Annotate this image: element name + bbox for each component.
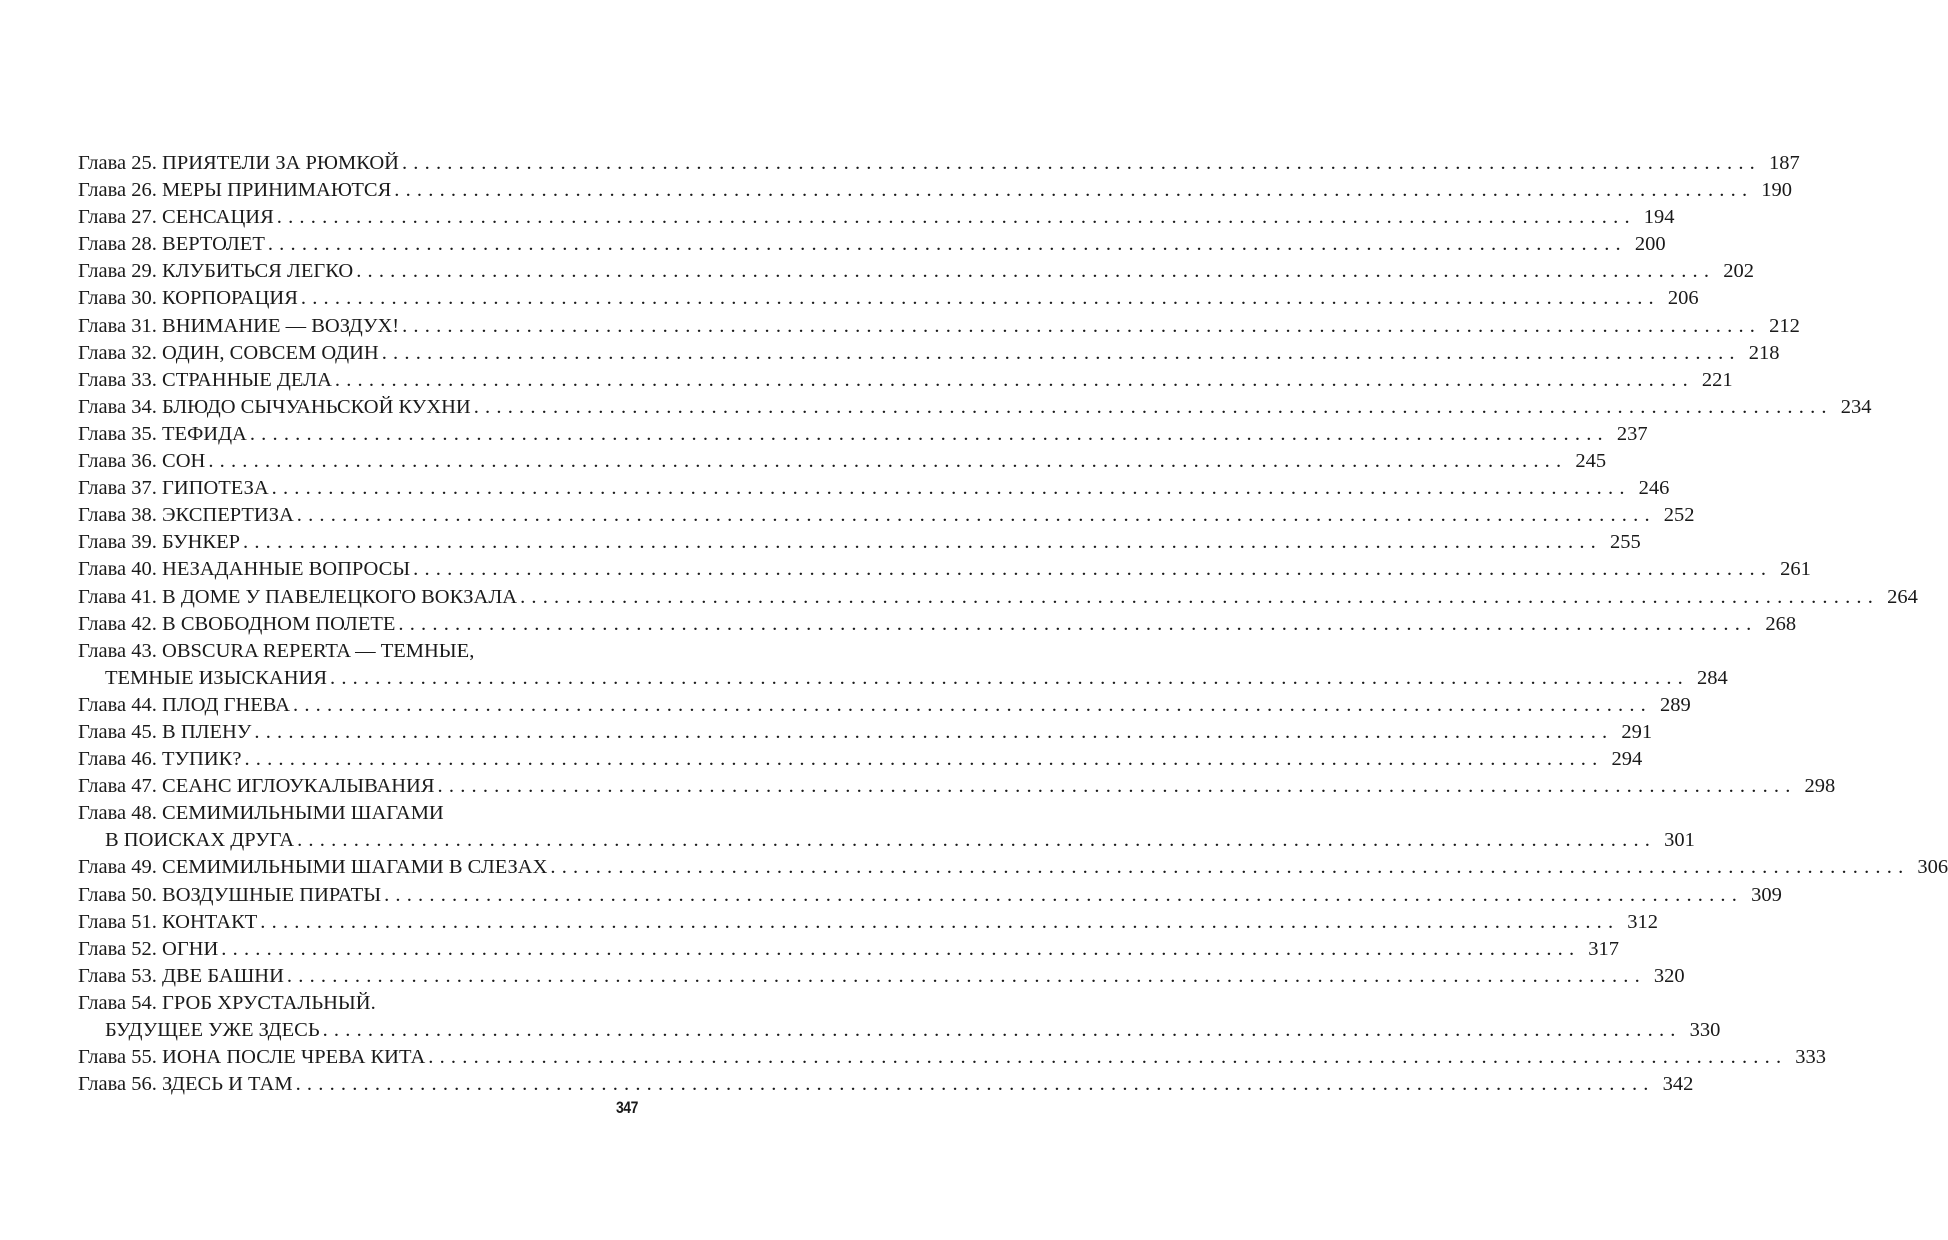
chapter-title: Глава 41. В ДОМЕ У ПАВЕЛЕЦКОГО ВОКЗАЛА: [78, 585, 518, 608]
chapter-title: Глава 55. ИОНА ПОСЛЕ ЧРЕВА КИТА: [78, 1046, 426, 1069]
toc-line: [78, 502, 1695, 529]
dot-leader: ........................................................................................................................: [221, 937, 1581, 960]
dot-leader: ........................................................................................................................: [297, 829, 1657, 852]
toc-line: [78, 611, 1797, 638]
toc-line: [78, 1017, 1721, 1044]
chapter-page-number: 221: [1701, 368, 1733, 391]
toc-line: [78, 1071, 1694, 1098]
chapter-title: Глава 52. ОГНИ: [78, 937, 219, 960]
toc-entry: [78, 150, 1800, 177]
toc-line: [78, 1044, 1827, 1071]
toc-entry: [78, 800, 1695, 854]
toc-entry: [78, 475, 1670, 502]
toc-entry: [78, 692, 1691, 719]
dot-leader: ........................................................................................................................: [334, 368, 1694, 391]
chapter-title: Глава 49. СЕМИМИЛЬНЫМИ ШАГАМИ В СЛЕЗАХ: [78, 856, 548, 879]
dot-leader: ........................................................................................................................: [243, 531, 1602, 554]
dot-leader: ........................................................................................................................: [260, 910, 1620, 933]
chapter-title: Глава 28. ВЕРТОЛЕТ: [78, 233, 265, 256]
toc-entry: [78, 313, 1800, 340]
table-of-contents: [78, 150, 1948, 1098]
toc-line: [78, 909, 1659, 936]
toc-entry: [78, 231, 1666, 258]
toc-line: [78, 746, 1643, 773]
toc-line: [78, 177, 1793, 204]
toc-line: [78, 827, 1695, 854]
dot-leader: ........................................................................................................................: [244, 748, 1604, 771]
toc-entry: [78, 556, 1811, 583]
toc-entry: [78, 502, 1695, 529]
toc-entry: [78, 990, 1721, 1044]
toc-entry: [78, 746, 1643, 773]
chapter-page-number: 294: [1611, 748, 1643, 771]
toc-entry: [78, 1044, 1827, 1071]
chapter-page-number: 245: [1575, 450, 1607, 473]
chapter-title: Глава 56. ЗДЕСЬ И ТАМ: [78, 1073, 293, 1096]
chapter-title: Глава 47. СЕАНС ИГЛОУКАЛЫВАНИЯ: [78, 775, 435, 798]
chapter-title-continued: БУДУЩЕЕ УЖЕ ЗДЕСЬ: [105, 1019, 320, 1041]
toc-line: [78, 638, 638, 665]
toc-entry: [78, 611, 1797, 638]
chapter-page-number: 187: [1768, 152, 1800, 174]
toc-line: [78, 529, 1641, 556]
chapter-page-number: 330: [1689, 1019, 1721, 1041]
toc-line: [78, 475, 1670, 502]
toc-line: [78, 204, 1675, 231]
toc-line: [78, 936, 1620, 963]
chapter-title: Глава 38. ЭКСПЕРТИЗА: [78, 504, 294, 527]
chapter-page-number: 255: [1610, 531, 1641, 554]
dot-leader: ........................................................................................................................: [428, 1046, 1788, 1069]
chapter-page-number: 246: [1638, 477, 1670, 500]
chapter-page-number: 212: [1769, 314, 1800, 337]
toc-line: [78, 584, 1918, 611]
chapter-page-number: 342: [1662, 1073, 1694, 1096]
dot-leader: ........................................................................................................................: [295, 1073, 1655, 1096]
chapter-page-number: 284: [1697, 666, 1728, 689]
toc-entry: [78, 773, 1836, 800]
chapter-page-number: 333: [1795, 1046, 1827, 1069]
dot-leader: ........................................................................................................................: [437, 775, 1797, 798]
toc-line: [78, 854, 1948, 881]
chapter-title: Глава 43. OBSCURA REPERTA — ТЕМНЫЕ,: [78, 639, 475, 662]
toc-line: [78, 665, 1728, 692]
toc-entry: [78, 584, 1918, 611]
chapter-page-number: 268: [1765, 612, 1797, 635]
toc-line: [78, 990, 638, 1017]
toc-entry: [78, 529, 1641, 556]
toc-entry: [78, 258, 1754, 285]
toc-line: [78, 421, 1648, 448]
dot-leader: ........................................................................................................................: [402, 314, 1762, 337]
chapter-title: Глава 30. КОРПОРАЦИЯ: [78, 287, 298, 310]
toc-entry: [78, 719, 1653, 746]
chapter-page-number: 200: [1634, 233, 1666, 256]
toc-entry: [78, 882, 1782, 909]
chapter-page-number: 206: [1667, 287, 1699, 310]
toc-entry: [78, 394, 1872, 421]
toc-entry: [78, 285, 1699, 312]
chapter-page-number: 317: [1588, 937, 1620, 960]
chapter-title: Глава 45. В ПЛЕНУ: [78, 720, 252, 743]
chapter-title: Глава 32. ОДИН, СОВСЕМ ОДИН: [78, 341, 379, 364]
dot-leader: ........................................................................................................................: [394, 179, 1754, 202]
toc-line: [78, 448, 1607, 475]
chapter-title: Глава 54. ГРОБ ХРУСТАЛЬНЫЙ.: [78, 991, 376, 1014]
chapter-title: Глава 35. ТЕФИДА: [78, 422, 247, 445]
toc-entry: [78, 367, 1733, 394]
toc-line: [78, 394, 1872, 421]
chapter-page-number: 234: [1840, 395, 1872, 418]
chapter-title: Глава 50. ВОЗДУШНЫЕ ПИРАТЫ: [78, 883, 382, 906]
chapter-page-number: 261: [1780, 558, 1811, 581]
chapter-page-number: 202: [1723, 260, 1754, 283]
dot-leader: ........................................................................................................................: [254, 720, 1614, 743]
chapter-title-continued: ТЕМНЫЕ ИЗЫСКАНИЯ: [105, 666, 327, 689]
toc-entry: [78, 340, 1780, 367]
chapter-title: Глава 25. ПРИЯТЕЛИ ЗА РЮМКОЙ: [78, 152, 399, 174]
toc-line: [78, 231, 1666, 258]
toc-entry: [78, 177, 1793, 204]
chapter-page-number: 320: [1653, 964, 1685, 987]
toc-entry: [78, 421, 1648, 448]
toc-line: [78, 367, 1733, 394]
dot-leader: ........................................................................................................................: [550, 856, 1910, 879]
chapter-title: Глава 46. ТУПИК?: [78, 748, 242, 771]
dot-leader: ........................................................................................................................: [413, 558, 1773, 581]
dot-leader: ........................................................................................................................: [249, 422, 1609, 445]
toc-line: [78, 773, 1836, 800]
chapter-page-number: 291: [1621, 720, 1653, 743]
chapter-title: Глава 29. КЛУБИТЬСЯ ЛЕГКО: [78, 260, 354, 283]
toc-line: [78, 285, 1699, 312]
chapter-title: Глава 40. НЕЗАДАННЫЕ ВОПРОСЫ: [78, 558, 411, 581]
chapter-title: Глава 34. БЛЮДО СЫЧУАНЬСКОЙ КУХНИ: [78, 395, 471, 418]
chapter-title: Глава 39. БУНКЕР: [78, 531, 240, 554]
dot-leader: ........................................................................................................................: [300, 287, 1660, 310]
toc-entry: [78, 1071, 1694, 1098]
dot-leader: ........................................................................................................................: [398, 612, 1758, 635]
dot-leader: ........................................................................................................................: [381, 341, 1741, 364]
chapter-title: Глава 31. ВНИМАНИЕ — ВОЗДУХ!: [78, 314, 400, 337]
dot-leader: ........................................................................................................................: [473, 395, 1833, 418]
chapter-title: Глава 42. В СВОБОДНОМ ПОЛЕТЕ: [78, 612, 396, 635]
chapter-page-number: 289: [1660, 693, 1691, 716]
dot-leader: ........................................................................................................................: [384, 883, 1744, 906]
chapter-title: Глава 53. ДВЕ БАШНИ: [78, 964, 284, 987]
toc-entry: [78, 638, 1728, 692]
dot-leader: ........................................................................................................................: [322, 1019, 1682, 1041]
page-number: 347: [615, 1098, 638, 1117]
dot-leader: ........................................................................................................................: [296, 504, 1656, 527]
chapter-title: Глава 33. СТРАННЫЕ ДЕЛА: [78, 368, 332, 391]
toc-entry: [78, 909, 1659, 936]
dot-leader: ........................................................................................................................: [330, 666, 1689, 689]
toc-entry: [78, 204, 1675, 231]
chapter-title: Глава 37. ГИПОТЕЗА: [78, 477, 269, 500]
toc-entry: [78, 854, 1948, 881]
toc-line: [78, 800, 638, 827]
toc-line: [78, 719, 1653, 746]
toc-line: [78, 963, 1685, 990]
chapter-title: Глава 48. СЕМИМИЛЬНЫМИ ШАГАМИ: [78, 802, 444, 825]
chapter-page-number: 194: [1643, 206, 1675, 229]
chapter-title: Глава 27. СЕНСАЦИЯ: [78, 206, 274, 229]
dot-leader: ........................................................................................................................: [356, 260, 1716, 283]
chapter-page-number: 218: [1748, 341, 1780, 364]
chapter-page-number: 306: [1917, 856, 1948, 879]
chapter-title: Глава 51. КОНТАКТ: [78, 910, 258, 933]
chapter-page-number: 190: [1761, 179, 1793, 202]
dot-leader: ........................................................................................................................: [276, 206, 1636, 229]
toc-entry: [78, 963, 1685, 990]
chapter-page-number: 264: [1887, 585, 1918, 608]
dot-leader: ........................................................................................................................: [208, 450, 1568, 473]
toc-line: [78, 556, 1811, 583]
chapter-page-number: 252: [1663, 504, 1695, 527]
chapter-title: Глава 26. МЕРЫ ПРИНИМАЮТСЯ: [78, 179, 392, 202]
chapter-page-number: 309: [1751, 883, 1782, 906]
chapter-page-number: 298: [1804, 775, 1836, 798]
dot-leader: ........................................................................................................................: [520, 585, 1880, 608]
chapter-title: Глава 44. ПЛОД ГНЕВА: [78, 693, 290, 716]
toc-line: [78, 340, 1780, 367]
toc-line: [78, 150, 1800, 177]
toc-line: [78, 313, 1800, 340]
chapter-title: Глава 36. СОН: [78, 450, 206, 473]
dot-leader: ........................................................................................................................: [293, 693, 1652, 716]
chapter-page-number: 312: [1627, 910, 1659, 933]
toc-line: [78, 692, 1691, 719]
dot-leader: ........................................................................................................................: [401, 152, 1761, 174]
dot-leader: ........................................................................................................................: [267, 233, 1627, 256]
dot-leader: ........................................................................................................................: [271, 477, 1631, 500]
toc-entry: [78, 936, 1620, 963]
chapter-title-continued: В ПОИСКАХ ДРУГА: [105, 829, 295, 852]
chapter-page-number: 237: [1616, 422, 1648, 445]
toc-line: [78, 882, 1782, 909]
dot-leader: ........................................................................................................................: [286, 964, 1646, 987]
toc-entry: [78, 448, 1607, 475]
toc-line: [78, 258, 1754, 285]
chapter-page-number: 301: [1664, 829, 1695, 852]
